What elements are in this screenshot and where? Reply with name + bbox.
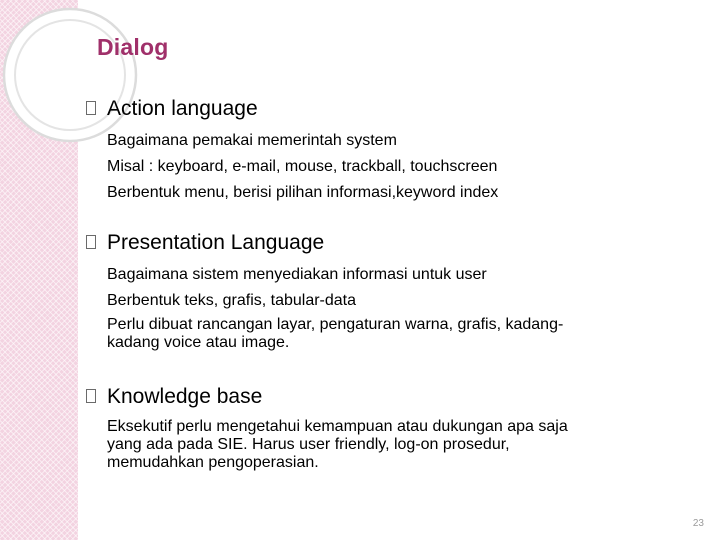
square-bullet-icon	[86, 389, 96, 403]
detail-line: yang ada pada SIE. Harus user friendly, log-on prosedur,	[107, 436, 510, 453]
bullet-details	[107, 264, 687, 352]
detail-line: Bagaimana sistem menyediakan informasi untuk user	[107, 266, 487, 283]
bullet-heading: Knowledge base	[107, 385, 263, 408]
detail-line: Eksekutif perlu mengetahui kemampuan atau dukungan apa saja	[107, 418, 568, 435]
bullet-details	[107, 418, 687, 472]
detail-line: memudahkan pengoperasian.	[107, 454, 319, 471]
detail-line: Berbentuk menu, berisi pilihan informasi,keyword index	[107, 184, 499, 201]
detail-line: Misal : keyboard, e-mail, mouse, trackball, touchscreen	[107, 158, 498, 175]
detail-line: Perlu dibuat rancangan layar, pengaturan warna, grafis, kadang-	[107, 316, 564, 333]
bullet-presentation-language	[86, 231, 686, 361]
bullet-heading: Presentation Language	[107, 231, 325, 254]
square-bullet-icon	[86, 235, 96, 249]
detail-line: Berbentuk teks, grafis, tabular-data	[107, 292, 357, 309]
bullet-action-language	[86, 97, 686, 207]
detail-line: Bagaimana pemakai memerintah system	[107, 132, 397, 149]
bullet-details	[107, 130, 687, 204]
slide-title: Dialog	[97, 34, 169, 60]
bullet-heading: Action language	[107, 97, 258, 120]
detail-line: kadang voice atau image.	[107, 334, 290, 351]
bullet-knowledge-base	[86, 385, 686, 485]
square-bullet-icon	[86, 101, 96, 115]
page-number: 23	[692, 518, 704, 529]
